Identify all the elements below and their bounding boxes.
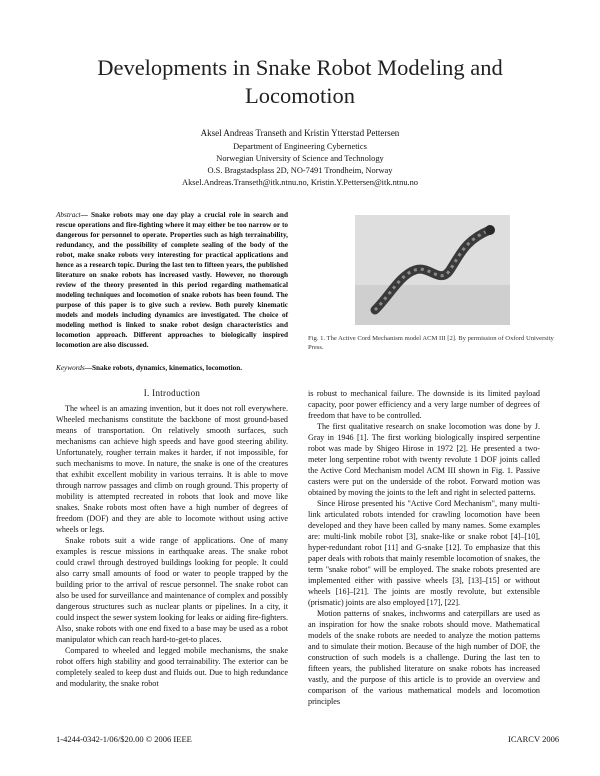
keywords-label: Keywords: [56, 364, 85, 372]
abstract-label: Abstract: [56, 211, 81, 219]
conference-footer: ICARCV 2006: [508, 734, 560, 744]
body-paragraph: Snake robots suit a wide range of applications. One of many examples is rescue missions in earthquake areas. The snake robot could crawl through destroyed buildings looking for people. It could also carry small amounts of food or water to people trapped by the building prior to the arrival of rescue personnel. The snake robot can also be used for surveillance and maintenance of complex and possibly dangerous structures such as nuclear plants or pipelines. In a city, it could inspect the sewer system looking for leaks or aiding fire-fighters. Also, snake robots with one end fixed to a base may be used as a robot manipulator which can reach hard-to-get-to places.: [56, 536, 288, 644]
abstract: [56, 210, 288, 350]
snake-robot-photo: [355, 215, 510, 325]
right-column-body: [308, 388, 540, 707]
figure-caption: Fig. 1. The Active Cord Mechanism model ACM III [2]. By permission of Oxford University Press.: [308, 335, 554, 351]
body-paragraph: is robust to mechanical failure. The downside is its limited payload capacity, poor power efficiency and a very large number of degrees of freedom that have to be controlled.: [308, 389, 540, 420]
body-paragraph: The wheel is an amazing invention, but it does not roll everywhere. Wheeled mechanisms constitute the backbone of most ground-based means of transportation. On relatively smooth surfaces, such mechanisms can achieve high speeds and have good steering ability. Unfortunately, rougher terrain makes it harder, if not impossible, for such mechanisms to move. In nature, the snake is one of the creatures that exhibit excellent mobility in various terrains. It is able to move through narrow passages and climb on rough ground. This property of mobility is attempted recreated in robots that look and move like snakes. Snake robots most often have a high number of degrees of freedom (DOF) and they are able to locomote without using active wheels or legs.: [56, 404, 288, 534]
body-paragraph: Motion patterns of snakes, inchworms and caterpillars are used as an inspiration for how the snake robots should move. Mathematical models of the snake robots are needed to analyze the motion patterns and to simulate their motion. Because of the high number of DOF, the construction of such models is a challenge. During the last ten to fifteen years, the published literature on snake robots has increased vastly, and the purpose of this article is to provide an overview and comparison of the various mathematical models and locomotion principles: [308, 609, 540, 706]
keywords-text: —Snake robots, dynamics, kinematics, locomotion.: [84, 364, 243, 372]
affiliation-line: O.S. Bragstadsplass 2D, NO-7491 Trondheim, Norway: [207, 166, 393, 175]
body-paragraph: Since Hirose presented his "Active Cord Mechanism", many multi-link articulated robots intended for crawling locomotion have been developed and they have been called by many names. Some examples are: multi-link mobile robot [3], snake-like or snake robot [4]–[10], hyper-redundant robot [11] and G-snake [12]. To emphasize that this paper deals with robots that mainly resemble locomotion of snakes, the term "snake robot" will be employed. The snake robots presented are implemented either with passive wheels [3], [13]–[15] or without wheels [16]–[21]. The joints are mostly revolute, but extensible (prismatic) joints are also employed [17], [22].: [308, 499, 540, 607]
abstract-text: — Snake robots may one day play a crucial role in search and rescue operations and fire-fighting where it may either be too narrow or to dangerous for personnel to operate. Properties such as high terrainability, redundancy, and the possibility of complete sealing of the body of the robot, make snake robots very interesting for practical applications and hence as a research topic. During the last ten to fifteen years, the published literature on snake robots has increased vastly. However, no thorough review of the theory presented in this period regarding mathematical modeling techniques and locomotion of snake robots has been found. The purpose of this paper is to give such a review. Both purely kinematic models and models including dynamics are investigated. The choice of modeling method is linked to snake robot design characteristics and locomotion approach. Different approaches to biologically inspired locomotion are also discussed.: [56, 211, 288, 349]
keywords: [56, 363, 288, 373]
affiliation-block: [100, 141, 500, 189]
author-emails: Aksel.Andreas.Transeth@itk.ntnu.no, Kristin.Y.Pettersen@itk.ntnu.no: [182, 178, 418, 187]
affiliation-line: Norwegian University of Science and Technology: [216, 154, 384, 163]
copyright-footer: 1-4244-0342-1/06/$20.00 © 2006 IEEE: [56, 734, 192, 744]
section-heading: I. Introduction: [143, 388, 201, 398]
left-column-body: [56, 403, 288, 689]
body-paragraph: The first qualitative research on snake locomotion was done by J. Gray in 1946 [1]. The first working biologically inspired serpentine robot was made by Shigeo Hirose in 1972 [2]. He presented a two-meter long serpentine robot with twenty revolute 1 DOF joints called the Active Cord Mechanism model ACM III shown in Fig. 1. Passive casters were put on the underside of the robot. Forward motion was obtained by moving the joints to the left and right in selected patterns.: [308, 422, 540, 497]
body-paragraph: Compared to wheeled and legged mobile mechanisms, the snake robot offers high stability and good terrainability. The exterior can be completely sealed to keep dust and fluids out. Due to high redundance and modularity, the snake robot: [56, 646, 288, 688]
author-line: Aksel Andreas Transeth and Kristin Ytterstad Pettersen: [200, 128, 400, 138]
affiliation-line: Department of Engineering Cybernetics: [233, 142, 367, 151]
paper-title: Developments in Snake Robot Modeling and Locomotion: [97, 55, 503, 108]
